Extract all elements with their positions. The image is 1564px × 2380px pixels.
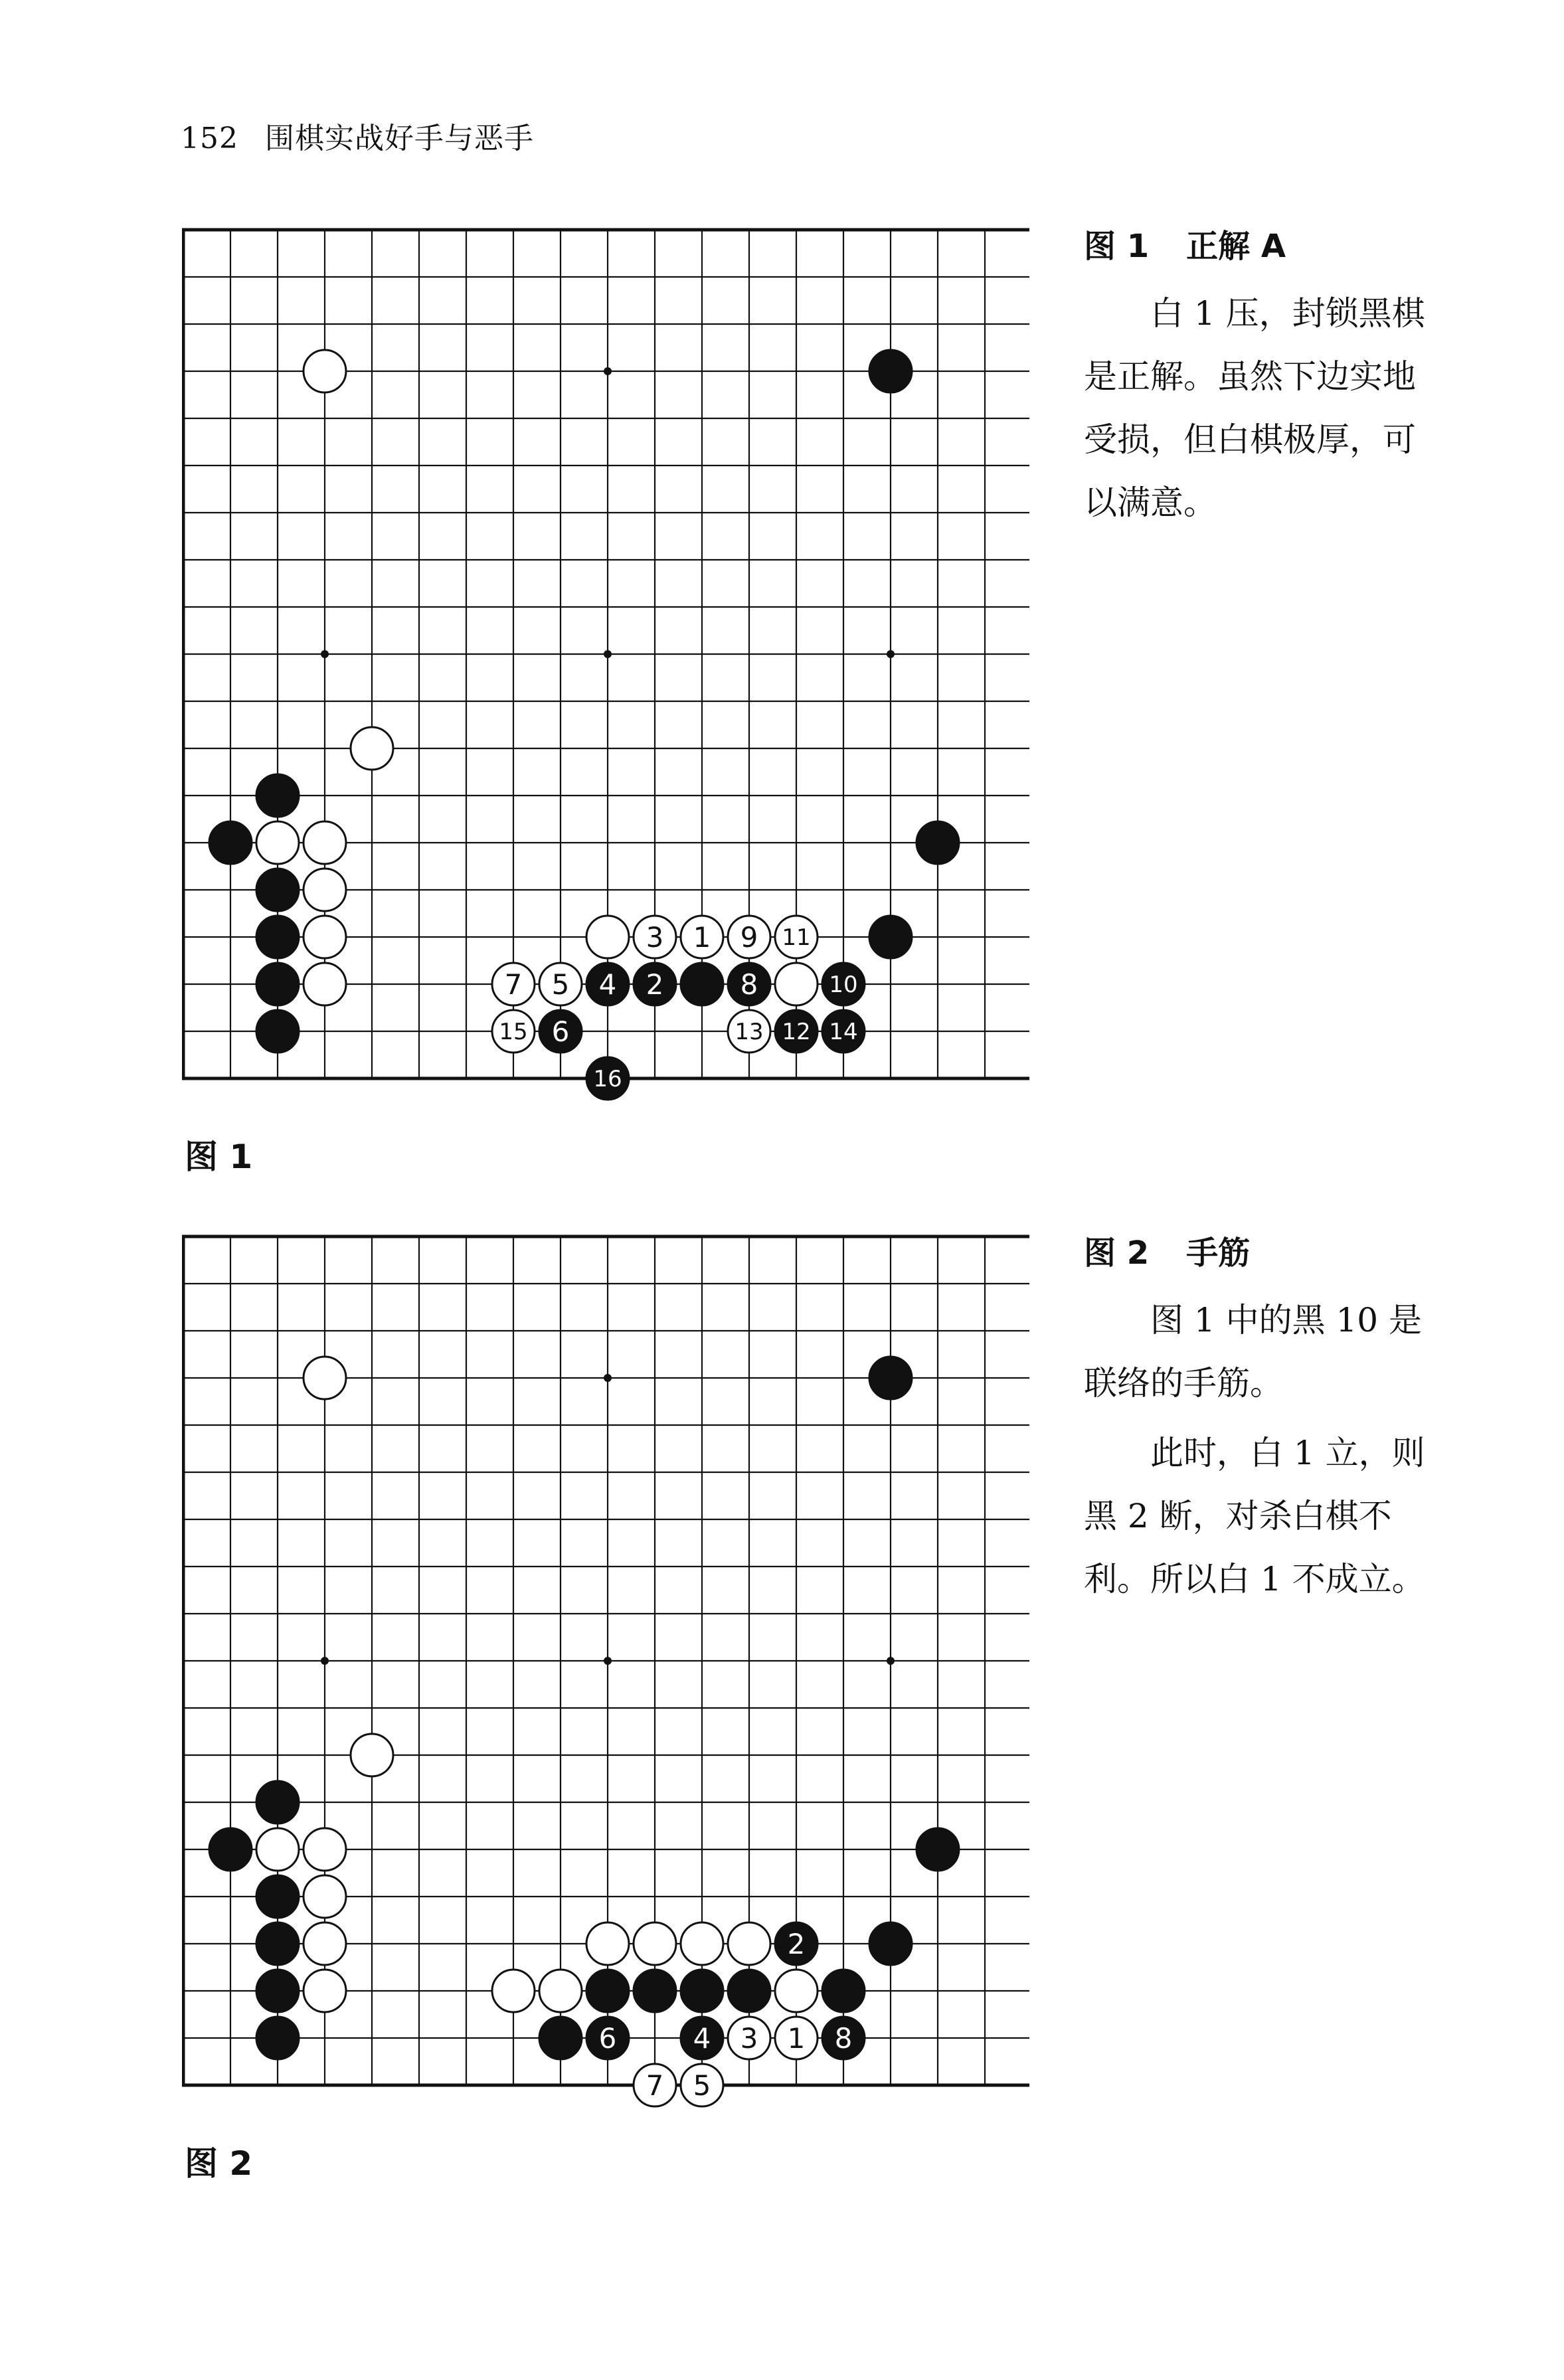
figure2-white-stone (304, 1922, 346, 1965)
figure1-star-point (604, 650, 612, 658)
figure2-black-stone (256, 1781, 299, 1824)
figure1-stone-number: 4 (598, 968, 617, 1001)
figure2-stone-number: 5 (693, 2069, 711, 2102)
figure2-black-stone (256, 1970, 299, 2012)
figure2-white-stone (304, 1357, 346, 1399)
figure1-black-stone (209, 821, 252, 864)
figure2-black-stone (869, 1922, 912, 1965)
figure2-title-text: 手筋 (1186, 1234, 1251, 1272)
figure1-star-point (887, 650, 895, 658)
figure1-white-stone (775, 963, 818, 1005)
figure2-stone-number: 6 (598, 2022, 617, 2055)
figure1-stone-number: 14 (829, 1019, 858, 1046)
figure2-star-point (604, 1657, 612, 1665)
figure1-title-number: 图 1 (1084, 228, 1150, 265)
figure1-stone-number: 9 (740, 921, 758, 954)
figure2-white-stone (775, 1970, 818, 2012)
figure2-caption: 图 2 (185, 2144, 253, 2183)
figure1-commentary (1084, 220, 1436, 541)
figure1-stone-number: 5 (551, 968, 570, 1001)
figure2-black-stone (256, 1922, 299, 1965)
book-title: 围棋实战好手与恶手 (264, 122, 534, 155)
page-header (181, 114, 561, 157)
figure1-black-stone (256, 774, 299, 817)
figure2-white-stone (256, 1828, 299, 1871)
figure2-white-stone (304, 1828, 346, 1871)
go-board-figure2 (182, 1232, 1029, 2116)
figure1-black-stone (256, 916, 299, 958)
figure1-stone-number: 12 (782, 1019, 811, 1046)
figure1-stone-number: 7 (504, 968, 523, 1001)
figure1-stone-number: 10 (829, 972, 858, 999)
figure1-white-stone (304, 350, 346, 392)
figure1-white-stone (256, 821, 299, 864)
figure2-white-stone (634, 1922, 676, 1965)
figure2-stone-number: 1 (787, 2022, 806, 2055)
figure1-black-stone (256, 1010, 299, 1053)
figure1-stone-number: 11 (782, 924, 811, 952)
figure2-title (1084, 1227, 1436, 1273)
figure2-white-stone (304, 1875, 346, 1918)
figure1-stone-number: 16 (593, 1066, 622, 1093)
figure1-title (1084, 220, 1436, 266)
figure2-white-stone (351, 1734, 393, 1776)
figure1-star-point (321, 650, 329, 658)
figure1-board (182, 226, 1029, 1109)
figure2-star-point (887, 1657, 895, 1665)
figure1-black-stone (916, 821, 959, 864)
figure1-stone-number: 6 (551, 1015, 570, 1049)
figure1-black-stone (869, 350, 912, 392)
figure2-black-stone (681, 1970, 723, 2012)
figure1-white-stone (304, 869, 346, 911)
figure2-stone-number: 2 (787, 1928, 806, 1961)
figure2-black-stone (916, 1828, 959, 1871)
figure1-white-stone (304, 963, 346, 1005)
figure2-white-stone (586, 1922, 629, 1965)
figure2-white-stone (304, 1970, 346, 2012)
figure2-paragraph-1: 图 1 中的黑 10 是联络的手筋。 (1084, 1301, 1423, 1402)
figure1-white-stone (586, 916, 629, 958)
figure2-black-stone (256, 1875, 299, 1918)
figure1-stone-number: 13 (735, 1019, 764, 1046)
figure1-black-stone (256, 963, 299, 1005)
figure2-black-stone (634, 1970, 676, 2012)
figure1-stone-number: 15 (499, 1019, 528, 1046)
figure2-white-stone (539, 1970, 582, 2012)
figure1-stone-number: 1 (693, 921, 711, 954)
figure2-stone-number: 4 (693, 2022, 711, 2055)
figure1-paragraph: 白 1 压，封锁黑棋是正解。虽然下边实地受损，但白棋极厚，可以满意。 (1084, 294, 1425, 522)
figure2-black-stone (209, 1828, 252, 1871)
figure1-stone-number: 2 (646, 968, 664, 1001)
figure1-black-stone (869, 916, 912, 958)
figure2-star-point (604, 1374, 612, 1382)
figure2-stone-number: 7 (646, 2069, 664, 2102)
figure2-white-stone (681, 1922, 723, 1965)
figure2-black-stone (728, 1970, 770, 2012)
figure2-board (182, 1232, 1029, 2116)
figure2-black-stone (869, 1357, 912, 1399)
figure2-black-stone (256, 2017, 299, 2059)
figure2-star-point (321, 1657, 329, 1665)
figure2-commentary (1084, 1227, 1436, 1618)
figure1-white-stone (304, 916, 346, 958)
figure2-black-stone (539, 2017, 582, 2059)
figure1-star-point (604, 367, 612, 375)
figure1-black-stone (681, 963, 723, 1005)
figure1-caption: 图 1 (185, 1138, 253, 1176)
figure1-black-stone (256, 869, 299, 911)
figure1-stone-number: 3 (646, 921, 664, 954)
figure1-stone-number: 8 (740, 968, 758, 1001)
figure2-paragraph-2: 此时，白 1 立，则黑 2 断，对杀白棋不利。所以白 1 不成立。 (1084, 1434, 1425, 1598)
figure2-white-stone (492, 1970, 535, 2012)
figure2-stone-number: 3 (740, 2022, 758, 2055)
figure2-white-stone (728, 1922, 770, 1965)
figure2-black-stone (822, 1970, 865, 2012)
figure2-stone-number: 8 (834, 2022, 853, 2055)
figure1-white-stone (304, 821, 346, 864)
figure2-black-stone (586, 1970, 629, 2012)
figure2-title-number: 图 2 (1084, 1234, 1150, 1272)
go-board-figure1 (182, 226, 1029, 1109)
figure1-title-text: 正解 A (1186, 228, 1286, 265)
figure1-white-stone (351, 727, 393, 770)
page-number: 152 (181, 122, 238, 155)
